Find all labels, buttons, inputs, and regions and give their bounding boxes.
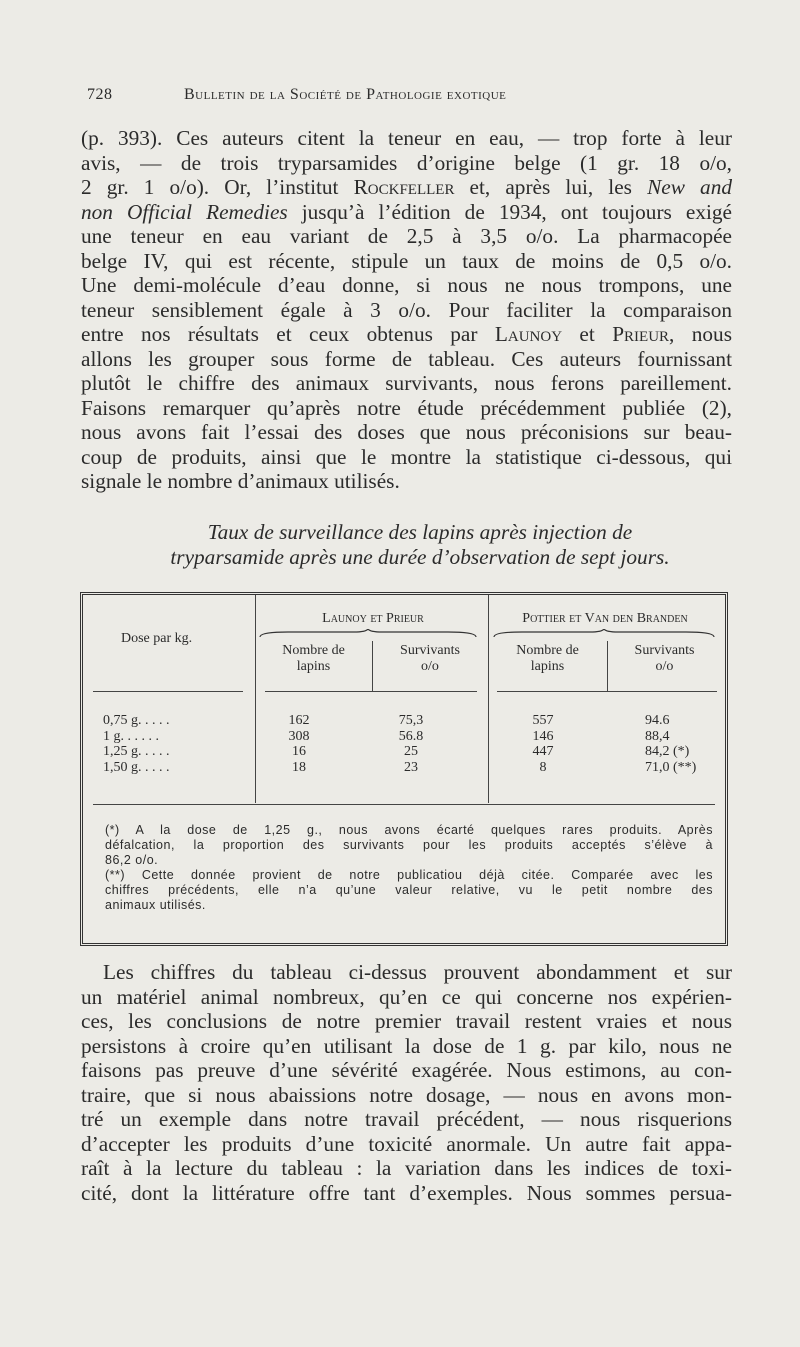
text-line: cité, dont la littérature offre tant d’exemples. Nous sommes persua- [81,1180,732,1205]
text-line: un matériel animal nombreux, qu’en ce qui concerne nos expérien- [81,984,732,1009]
percent-cell: 56.8 [398,728,424,744]
percent-cell: 23 [404,759,418,775]
subheader-text: Survivants [400,643,460,658]
count-cell: 16 [292,744,306,759]
paragraph-intro [81,126,732,494]
percent-cell: 84,2 (*) [645,744,690,759]
subheader-survivants-1 [372,643,488,675]
text-line: raît à la lecture du tableau : la variation dans les indices de toxi- [81,1156,732,1180]
caption-line: Taux de surveillance des lapins après injection de [207,520,633,544]
table-footnotes [105,823,713,913]
text-fragment: jusqu’à l’édition de 1934, ont toujours exigé [287,199,732,224]
text-line: Faisons remarquer qu’après notre étude précédemment publiée (2), [81,395,732,420]
header-rule [93,691,243,692]
survivants-column-1 [383,713,439,775]
footnote-line: (*) A la dose de 1,25 g., nous avons écarté quelques rares produits. Après [105,823,713,837]
subheader-text: o/o [421,659,439,674]
dose-cell: 1,50 g. . . . . [103,759,170,775]
count-cell: 8 [539,759,547,775]
subheader-text: lapins [296,659,331,674]
text-line: Une demi-molécule d’eau donne, si nous ne nous trompons, une [81,273,732,297]
subheader-survivants-2 [607,643,722,675]
count-cell: 162 [288,713,310,728]
lapins-column-2 [515,713,571,775]
text-fragment: et [562,322,613,346]
text-line: coup de produits, ainsi que le montre la statistique ci-dessous, qui [81,444,732,469]
lapins-column-1 [269,713,329,775]
text-line [81,175,732,200]
subheader-nombre-2 [488,643,607,675]
subheader-text: o/o [655,659,674,674]
header-rule [265,691,477,692]
text-fragment: 2 gr. 1 o/o). Or, l’institut [81,175,339,199]
text-line: une teneur en eau variant de 2,5 à 3,5 o/o. La pharmacopée [81,224,732,248]
dose-column [103,713,253,775]
column-divider [255,691,256,803]
text-line [81,322,732,347]
text-line: faisons pas preuve d’une sévérité exagérée. Nous estimons, au con- [81,1058,732,1082]
text-line: plutôt le chiffre des animaux survivants, nous ferons pareillement. [81,371,732,395]
text-line: (p. 393). Ces auteurs citent la teneur en eau, — trop forte à leur [81,126,732,150]
subheader-text: lapins [530,659,565,674]
group-header-launoy-prieur: Launoy et Prieur [322,611,424,626]
dose-column-header: Dose par kg. [121,631,193,646]
paragraph-conclusion [81,960,732,1205]
column-divider [488,691,489,803]
author-name: Prieur [612,322,670,346]
page-number: 728 [87,86,113,103]
subheader-text: Nombre de [516,643,579,658]
percent-cell: 94.6 [645,713,670,728]
text-line: avis, — de trois tryparsamides d’origine belge (1 gr. 18 o/o, [81,150,732,175]
footnote-line: chiffres précédents, elle n’a qu’une valeur relative, vu le petit nombre des [105,883,713,897]
text-line: persistons à croire qu’en utilisant la dose de 1 g. par kilo, nous ne [81,1033,732,1058]
footnote-line: (**) Cette donnée provient de notre publicatiou déjà citée. Comparée avec les [105,868,713,882]
count-cell: 447 [532,744,554,759]
author-name: Launoy [494,322,563,346]
percent-cell: 71,0 (**) [645,759,697,775]
group-brace-1 [258,629,478,639]
dose-cell: 1 g. . . . . . [103,728,159,744]
italic-title: non Official Remedies [81,199,288,224]
count-cell: 557 [532,713,554,728]
text-line: Les chiffres du tableau ci-dessus prouvent abondamment et sur [103,960,732,984]
text-fragment: entre nos résultats et ceux obtenus par [81,322,478,346]
group-brace-2 [492,629,716,639]
text-line: tré un exemple dans notre travail précédent, — nous risquerions [81,1107,732,1131]
count-cell: 146 [532,728,554,744]
caption-line: tryparsamide après une durée d’observation de sept jours. [170,545,670,569]
text-line: allons les grouper sous forme de tableau. Ces auteurs fournissant [81,346,732,371]
text-line: traire, que si nous abaissions notre dosage, — nous en avons mon- [81,1082,732,1107]
header-rule [497,691,717,692]
data-table [80,592,728,946]
text-line: signale le nombre d’animaux utilisés. [81,469,400,493]
group-header-pottier-van-den-branden: Pottier et Van den Branden [522,611,688,626]
text-fragment: et, après lui, les [454,175,648,199]
italic-title: New and [647,175,732,199]
text-line: belge IV, qui est récente, stipule un taux de moins de 0,5 o/o. [81,248,732,273]
text-line: nous avons fait l’essai des doses que nous préconisions sur beau- [81,420,732,444]
percent-cell: 88,4 [645,728,670,744]
percent-cell: 75,3 [398,713,424,728]
author-name: Rockfeller [353,175,455,199]
survivants-column-2 [645,713,721,775]
running-title: Bulletin de la Société de Pathologie exotique [184,86,507,103]
subheader-text: Survivants [634,643,695,658]
table-caption [100,520,740,570]
text-line: d’accepter les produits d’une toxicité anormale. Un autre fait appa- [81,1131,732,1156]
subheader-nombre-1 [255,643,372,675]
percent-cell: 25 [404,744,418,759]
subheader-text: Nombre de [282,643,345,658]
dose-cell: 1,25 g. . . . . [103,744,170,759]
footnote-line: 86,2 o/o. [105,853,159,867]
text-line: teneur sensiblement égale à 3 o/o. Pour faciliter la comparaison [81,297,732,322]
footnote-line: défalcation, la proportion des survivants pour les produits acceptés s’élève à [105,838,713,852]
count-cell: 308 [288,728,310,744]
dose-cell: 0,75 g. . . . . [103,713,170,728]
text-fragment: , nous [669,322,732,346]
text-line: ces, les conclusions de notre premier travail restent vraies et nous [81,1009,732,1033]
text-line [81,200,732,225]
count-cell: 18 [292,759,306,775]
footnote-rule [93,804,715,805]
footnote-line: animaux utilisés. [105,898,206,912]
